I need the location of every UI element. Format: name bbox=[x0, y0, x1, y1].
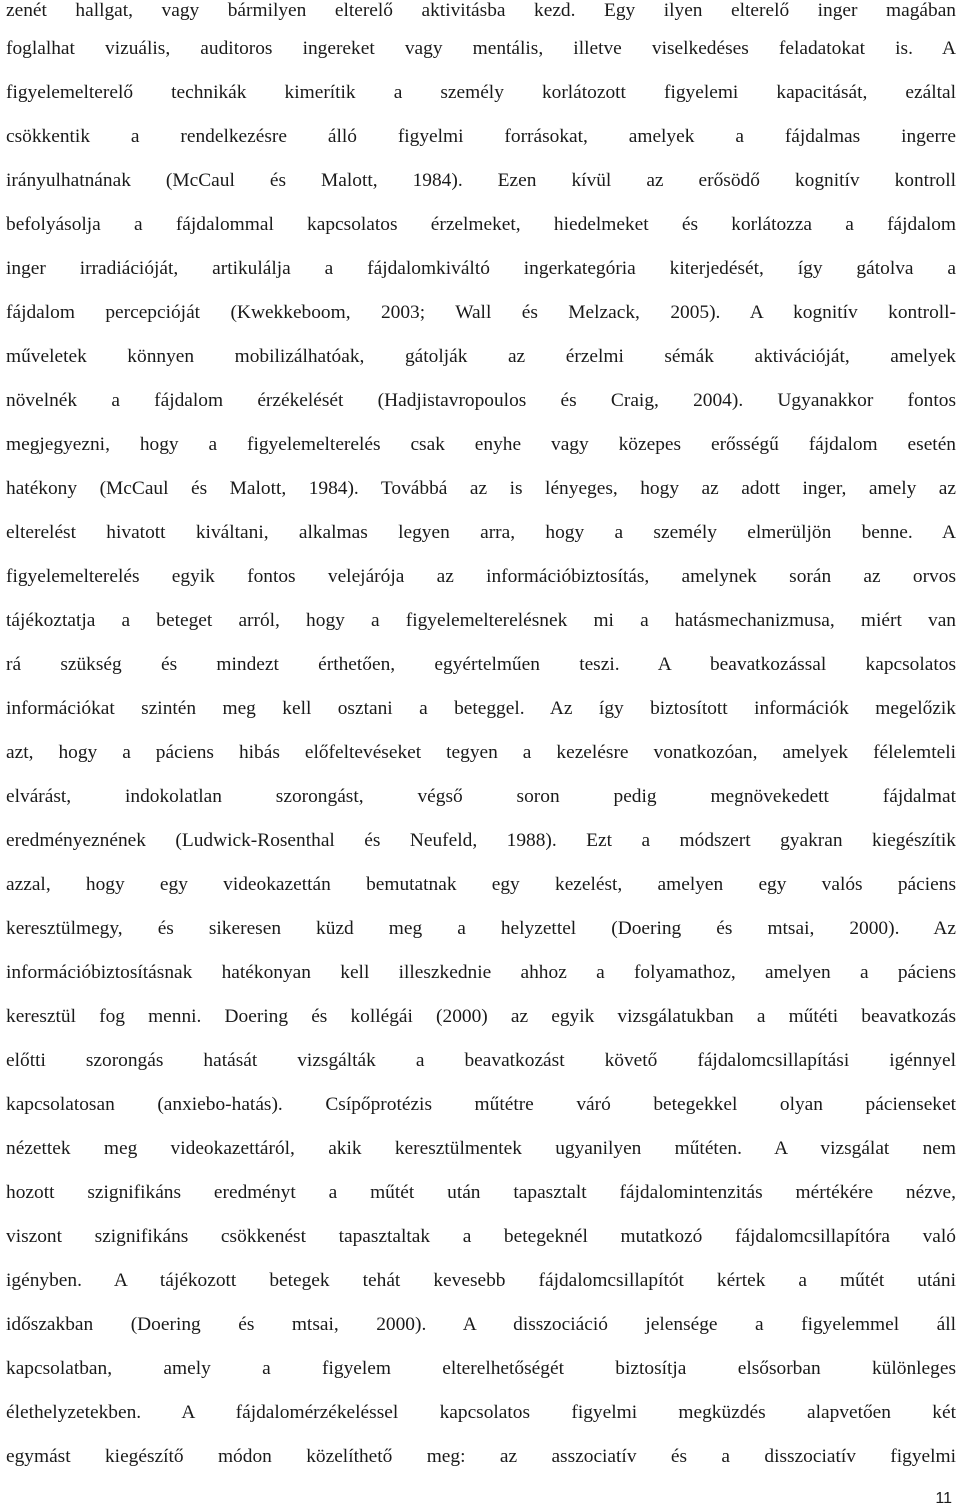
text-line: fájdalom percepcióját (Kwekkeboom, 2003; Wall és Melzack, 2005). A kognitív kontroll- bbox=[6, 302, 956, 323]
text-line: rá szükség és mindezt érthetően, egyértelműen teszi. A beavatkozással kapcsolatos bbox=[6, 654, 956, 675]
text-line: inger irradiációját, artikulálja a fájdalomkiváltó ingerkategória kiterjedését, így gátolva a bbox=[6, 258, 956, 279]
text-line: igényben. A tájékozott betegek tehát kevesebb fájdalomcsillapítót kértek a műtét utáni bbox=[6, 1270, 956, 1291]
text-line: egymást kiegészítő módon közelíthető meg: az asszociatív és a disszociatív figyelmi bbox=[6, 1446, 956, 1467]
text-line: növelnék a fájdalom érzékelését (Hadjistavropoulos és Craig, 2004). Ugyanakkor fontos bbox=[6, 390, 956, 411]
text-line: keresztül fog menni. Doering és kollégái (2000) az egyik vizsgálatukban a műtéti beavatkozás bbox=[6, 1006, 956, 1027]
body-paragraph bbox=[6, 0, 956, 1479]
text-line: azt, hogy a páciens hibás előfeltevéseket tegyen a kezelésre vonatkozóan, amelyek félelemteli bbox=[6, 742, 956, 763]
text-line: zenét hallgat, vagy bármilyen elterelő aktivitásba kezd. Egy ilyen elterelő inger magában bbox=[6, 0, 956, 21]
text-line: nézettek meg videokazettáról, akik keresztülmentek ugyanilyen műtéten. A vizsgálat nem bbox=[6, 1138, 956, 1159]
text-line: műveletek könnyen mobilizálhatóak, gátolják az érzelmi sémák aktivációját, amelyek bbox=[6, 346, 956, 367]
text-line: elvárást, indokolatlan szorongást, végső soron pedig megnövekedett fájdalmat bbox=[6, 786, 956, 807]
text-line: kapcsolatban, amely a figyelem elterelhetőségét biztosítja elsősorban különleges bbox=[6, 1358, 956, 1379]
text-line: hatékony (McCaul és Malott, 1984). Továbbá az is lényeges, hogy az adott inger, amely az bbox=[6, 478, 956, 499]
page-number: 11 bbox=[935, 1490, 952, 1507]
text-line: keresztülmegy, és sikeresen küzd meg a helyzettel (Doering és mtsai, 2000). Az bbox=[6, 918, 956, 939]
text-line: irányulhatnának (McCaul és Malott, 1984). Ezen kívül az erősödő kognitív kontroll bbox=[6, 170, 956, 191]
text-line: előtti szorongás hatását vizsgálták a beavatkozást követő fájdalomcsillapítási igénnyel bbox=[6, 1050, 956, 1071]
text-line: időszakban (Doering és mtsai, 2000). A disszociáció jelensége a figyelemmel áll bbox=[6, 1314, 956, 1335]
text-line: befolyásolja a fájdalommal kapcsolatos érzelmeket, hiedelmeket és korlátozza a fájdalom bbox=[6, 214, 956, 235]
text-line: hozott szignifikáns eredményt a műtét után tapasztalt fájdalomintenzitás mértékére nézve, bbox=[6, 1182, 956, 1203]
text-line: azzal, hogy egy videokazettán bemutatnak egy kezelést, amelyen egy valós páciens bbox=[6, 874, 956, 895]
text-line: megjegyezni, hogy a figyelemelterelés csak enyhe vagy közepes erősségű fájdalom esetén bbox=[6, 434, 956, 455]
text-line: figyelemelterelő technikák kimerítik a személy korlátozott figyelemi kapacitását, ezáltal bbox=[6, 82, 956, 103]
document-page bbox=[6, 0, 956, 1479]
text-line: élethelyzetekben. A fájdalomérzékeléssel kapcsolatos figyelmi megküzdés alapvetően két bbox=[6, 1402, 956, 1423]
text-line: foglalhat vizuális, auditoros ingereket vagy mentális, illetve viselkedéses feladatokat is. A bbox=[6, 38, 956, 59]
text-line: eredményeznének (Ludwick-Rosenthal és Neufeld, 1988). Ezt a módszert gyakran kiegészítik bbox=[6, 830, 956, 851]
text-line: elterelést hivatott kiváltani, alkalmas legyen arra, hogy a személy elmerüljön benne. A bbox=[6, 522, 956, 543]
text-line: információbiztosításnak hatékonyan kell illeszkednie ahhoz a folyamathoz, amelyen a páciens bbox=[6, 962, 956, 983]
text-line: csökkentik a rendelkezésre álló figyelmi forrásokat, amelyek a fájdalmas ingerre bbox=[6, 126, 956, 147]
text-line: viszont szignifikáns csökkenést tapasztaltak a betegeknél mutatkozó fájdalomcsillapítóra való bbox=[6, 1226, 956, 1247]
text-line: figyelemelterelés egyik fontos velejárója az információbiztosítás, amelynek során az orvos bbox=[6, 566, 956, 587]
text-line: tájékoztatja a beteget arról, hogy a figyelemelterelésnek mi a hatásmechanizmusa, miért van bbox=[6, 610, 956, 631]
text-line: kapcsolatosan (anxiebo-hatás). Csípőprotézis műtétre váró betegekkel olyan pácienseket bbox=[6, 1094, 956, 1115]
text-line: információkat szintén meg kell osztani a beteggel. Az így biztosított információk megelőzik bbox=[6, 698, 956, 719]
